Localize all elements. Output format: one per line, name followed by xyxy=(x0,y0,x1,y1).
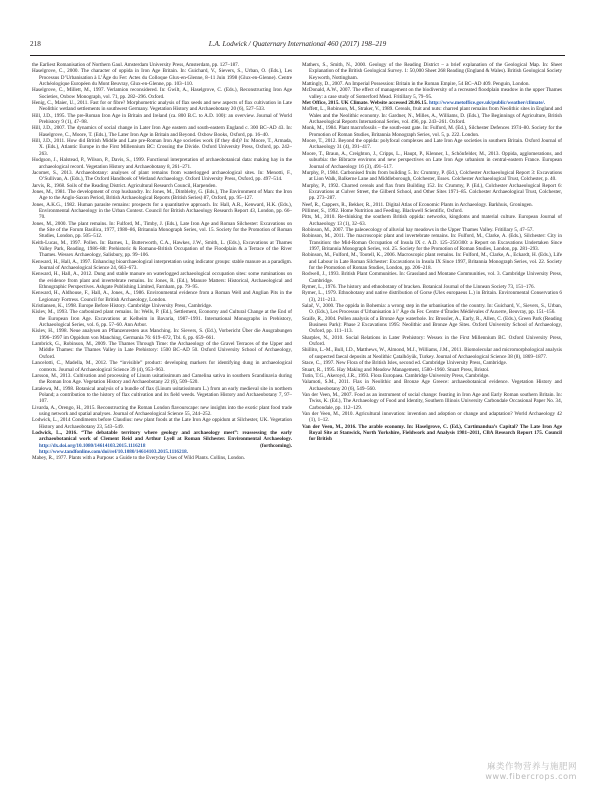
reference-entry xyxy=(32,138,292,157)
reference-entry xyxy=(32,259,292,272)
reference-entry xyxy=(32,309,292,328)
reference-entry xyxy=(32,189,292,202)
reference-entry xyxy=(302,151,562,170)
reference-text: Robinson, M., 2011. The macroscopic plant and invertebrate remains. In: Fulford, M., Clarke, A. (Eds.), Silchester: City in Transition: the Mid-Roman Occupation of Insula IX c. A.D. 125–250/300: a Report on Excavations Undertaken Since 1997, Britannia Monograph Series, vol. 25. Society for the Promotion of Roman Studies, London, pp. 281–293. xyxy=(302,233,562,252)
references-right-column xyxy=(302,62,562,443)
reference-entry xyxy=(32,417,292,430)
reference-text: Larsson, M., 2013. Cultivation and processing of Linum usitatissimum and Camelina sativa in southern Scandinavia during the Roman Iron Age. Vegetation History and Archaeobotany 22 (6), 509–520. xyxy=(32,372,292,386)
reference-entry xyxy=(302,290,562,303)
references-left-column xyxy=(32,62,292,462)
reference-link[interactable]: http://www.tandfonline.com/doi/ref/10.1080/14614103.2015.1116218. xyxy=(39,448,188,455)
reference-entry xyxy=(302,335,562,348)
reference-entry xyxy=(32,202,292,221)
reference-text: Kenward, H., Hall, A., 2012. Dung and stable manure on waterlogged archaeological occupation sites: some ruminations on the evidence from plant and invertebrate remains. In: Jones, R. (Ed.), Manure Matters: Historical, Archaeological and Ethnographic Perspectives. Ashgate Publishing Limited, Farnham, pp. 79–95. xyxy=(32,271,292,291)
reference-text: McDonald, A.W., 2007. The effect of management on the biodiversity of a recreated floodplain meadow in the upper Thames valley: a case study of Somerford Mead. Fritillary 5, 79–95. xyxy=(302,87,562,100)
reference-text: Murphy, P., 1992. Charred cereals and flax from Building 152. In: Crummy, P. (Ed.), Colchester Archaeological Report 6: Excavations at Culver Street, the Gilberd School, and Other Sites 1971–85. Colchester Archaeological Trust, Colchester, pp. 273–287. xyxy=(302,182,562,202)
reference-entry xyxy=(32,360,292,373)
reference-text: Hill, J.D., 1995. The pre-Roman Iron Age in Britain and Ireland (ca. 800 B.C. to A.D. 100): an overview. Journal of World Prehistory 9 (1), 47–98. xyxy=(32,112,292,126)
reference-entry xyxy=(32,386,292,405)
reference-text: Rymer, L., 1979. Ethnobotany and native distribution of Gorse (Ulex europaeus L.) in Britain. Environmental Conservation 6 (3), 211–213. xyxy=(302,290,562,303)
reference-text: Livarda, A., Orengo, H., 2015. Reconstructing the Roman London flavourscape: new insights into the exotic plant food trade using network and spatial analyses. Journal of Archaeological Science 55, 244–252. xyxy=(32,404,292,417)
reference-entry xyxy=(32,430,292,455)
reference-entry xyxy=(302,424,562,443)
reference-text: Lancelotti, C., Madella, M., 2012. The “invisible” product: developing markers for identifying dung in archaeological contexts. Journal of Archaeological Science 39 (4), 953–963. xyxy=(32,360,292,373)
reference-entry xyxy=(302,392,562,411)
reference-entry xyxy=(32,170,292,183)
reference-text: Lodwick, L., 2014 Condiments before Claudius: new plant foods at the Late Iron Age oppidum at Silchester, UK. Vegetation History and Archaeobotany 23, 543–549. xyxy=(32,417,292,430)
reference-text: Sharples, N., 2010. Social Relations in Later Prehistory: Wessex in the First Millennium BC. Oxford University Press, Oxford. xyxy=(302,334,562,348)
reference-text: Salač, V., 2000. The oppida in Bohemia: a wrong step in the urbanisation of the country. In: Guichard, V., Sievers, S., Urban, O. (Eds.), Les Processus d’Urbanisation à l’ Âge du Fer. Centre d’Études Médiévales d’Auxerre, Beuvray, pp. 151–156. xyxy=(302,303,562,316)
reference-entry xyxy=(32,455,292,461)
reference-text: Mabey, R., 1977. Plants with a Purpose: a Guide to the Everyday Uses of Wild Plants. Collins, London. xyxy=(32,455,245,462)
reference-entry xyxy=(302,252,562,271)
reference-entry xyxy=(32,68,292,87)
reference-entry xyxy=(302,170,562,183)
reference-link[interactable]: http://www.metoffice.gov.uk/public/weather/climate/. xyxy=(428,100,546,107)
reference-text: Kislev, M., 1993. The carbonized plant remains. In: Wells, P. (Ed.), Settlement, Economy and Cultural Change at the End of the European Iron Age. Excavations at Kelheim in Bavaria, 1987–1991. International Monographs in Prehistory, Archaeological Series, vol. 6, pp. 57–60. Ann Arbor. xyxy=(32,309,292,329)
reference-entry xyxy=(302,271,562,284)
page-number: 218 xyxy=(30,40,41,48)
reference-entry xyxy=(32,328,292,341)
reference-entry xyxy=(302,347,562,360)
reference-entry xyxy=(302,411,562,424)
reference-entry xyxy=(302,379,562,392)
reference-text: Van der Veen, M., 2016. The arable economy. In: Haselgrove, C. (Ed.), Cartimandua’s Capital? The Late Iron Age Royal Site at Stanwick, North Yorkshire, Fieldwork and Analysis 1981–2011, CBA Research Report 175. Council for British xyxy=(302,423,562,443)
page-header xyxy=(30,40,565,52)
reference-text: Neef, R., Cappers, R., Bekker, R., 2011. Digital Atlas of Economic Plants in Archaeology. Barkhuis, Groningen. xyxy=(302,201,533,208)
reference-text: Stuart, R., 1995. Hay Making and Meadow Management, 1580–1960. Stuart Press, Bristol. xyxy=(302,366,490,373)
reference-text: Hodgson, J., Halstead, P., Wilson, P., Davis, S., 1999. Functional interpretation of archaeobotanical data: making hay in the archaeological record. Vegetation History and Archaeobotany 8, 261–271. xyxy=(32,157,292,170)
reference-text: Monk, M., 1984. Plant macrofossils – the south-east gate. In: Fulford, M. (Ed.), Silchester Defences 1974–80. Society for the Promotion of Roman Studies, Britannia Monograph Series, vol. 5, p. 222. London. xyxy=(302,125,562,138)
reference-text: Pitts, M., 2010. Re-thinking the southern British oppida: networks, kingdoms and material culture. European Journal of Archaeology 13 (1), 32–63. xyxy=(302,214,562,227)
reference-text: Hill, J.D., 2011. How did British Middle and Late pre-Roman Iron Age societies work (if they did)? In: Moore, T., Armada, X. (Eds.), Atlantic Europe in the First Millennium BC: Crossing the Divide. Oxford University Press, Oxford, pp. 242–263. xyxy=(32,138,292,157)
watermark-url: www.fibercrops.com xyxy=(485,772,577,781)
reference-text: Haselgrove, C., 2000. The character of oppida in Iron Age Britain. In: Guichard, V., Sievers, S., Urban, O. (Eds.), Les Processus D’Urbanisation à L’Âge du Fer: Actes du Colloque Glux-en-Glenne, 8–11 Juin 1998 (Glux-en-Glenne). Centre Archéologique Européen du Mont Beuvray, Glux-en-Glenne, pp. 103–110. xyxy=(32,68,292,88)
reference-text: Moore, T., Braun, A., Creighton, J., Cripps, L., Haupt, P., Klenner, I., Schönfelder, M., 2013. Oppida, agglomerations, and suburbia: the Bibracte environs and new perspectives on Late Iron Age urbanism in central-eastern France. European Journal of Archaeology 16 (3), 491–517. xyxy=(302,150,562,170)
reference-text: Met Office, 2015. UK Climate. Website accessed 28.06.15. xyxy=(302,100,428,107)
reference-text: Jones, A.K.G., 1982. Human parasite remains: prospects for a quantitative approach. In: Hall, A.R., Kenward, H.K. (Eds.), Environmental Archaeology in the Urban Context. Council for British Archaeology Research Report 43, London, pp. 66–70. xyxy=(32,201,292,221)
reference-entry xyxy=(32,87,292,100)
reference-entry xyxy=(32,113,292,126)
reference-text: Tutin, T.G., Akeroyd, J.R., 1993. Flora Europaea. Cambridge University Press, Cambridge. xyxy=(302,372,490,379)
reference-entry xyxy=(302,214,562,227)
reference-entry xyxy=(302,316,562,335)
reference-text: Moore, T., 2012. Beyond the oppida: polyfocal complexes and Late Iron Age societies in southern Britain. Oxford Journal of Archaeology 31 (4), 391–417. xyxy=(302,138,562,151)
reference-text: Van der Veen, M., 2007. Food as an instrument of social change: feasting in Iron Age and Early Roman southern Britain. In: Twiss, K. (Ed.), The Archaeology of Food and Identity, Southern Illinois University Carbondale Occasional Paper No. 34, Carbondale, pp. 112–129. xyxy=(302,391,562,411)
reference-tail: (forthcoming). xyxy=(260,442,292,449)
reference-entry xyxy=(302,106,562,125)
header-rule xyxy=(30,55,565,56)
reference-entry xyxy=(302,233,562,252)
reference-text: Lambrick, G., Robinson, M., 2009. The Thames Through Time: the Archaeology of the Gravel Terraces of the Upper and Middle Thames: the Thames Valley in Late Prehistory: 1500 BC–AD 50. Oxford University School of Archaeology, Oxford. xyxy=(32,341,292,360)
reference-text: Jones, M., 2000. The plant remains. In: Fulford, M., Timby, J. (Eds.), Late Iron Age and Roman Silchester: Excavations on the Site of the Forum Basilica, 1977, 1980–86, Britannia Monograph Series, vol. 15. Society for the Promotion of Roman Studies, London, pp. 505–512. xyxy=(32,220,292,240)
reference-entry xyxy=(32,405,292,418)
reference-text: Keith-Lucas, M., 1997. Pollen. In: Barnes, I., Butterworth, C.A., Hawkes, J.W., Smith, L. (Eds.), Excavations at Thames Valley Park, Reading, 1986–88: Prehistoric & Romano-British Occupation of the Floodplain & a Terrace of the River Thames. Wessex Archaeology, Salisbury, pp. 99–106. xyxy=(32,239,292,259)
reference-text: Mathers, S., Smith, N., 2000. Geology of the Reading District – a brief explanation of the Geological Map. In: Sheet Explanation of the British Geological Survey. 1: 50,000 Sheet 268 Reading (England & Wales). British Geological Society Keyworth, Nottingham. xyxy=(302,62,562,81)
reference-text: Jones, M., 1981. The development of crop husbandry. In: Jones, M., Dimbleby, G. (Eds.), The Environment of Man: the Iron Age to the Anglo-Saxon Period, British Archaeological Reports (British Series) 87, Oxford, pp. 95–127. xyxy=(32,188,292,202)
reference-text: Van der Veen, M., 2010. Agricultural innovation: invention and adoption or change and adaptation? World Archaeology 42 (1), 1–12. xyxy=(302,410,562,424)
reference-entry xyxy=(32,125,292,138)
reference-text: Kenward, H., Aldhouse, F., Hall, A., Jones, A., 1986. Environmental evidence from a Roman Well and Anglian Pits in the Legionary Fortress. Council for British Archaeology, London. xyxy=(32,290,292,303)
reference-link[interactable]: http://dx.doi.org/10.1080/14614103.2015.1116218 xyxy=(39,442,146,449)
watermark xyxy=(485,762,577,782)
reference-entry xyxy=(302,87,562,100)
reference-text: Murphy, P., 1984. Carbonised fruits from building 5. In: Crummy, P. (Ed.), Colchester Archaeological Report 3: Excavations at Lion Walk, Balkerne Lane and Middleborough, Colchester, Essex. Colchester Archaeological Trust, Colchester, p. 40. xyxy=(302,169,562,183)
reference-text: Valamoti, S.M., 2011. Flax in Neolithic and Bronze Age Greece: archaeobotanical evidence. Vegetation History and Archaeobotany 20 (6), 549–560. xyxy=(302,379,562,392)
reference-text: Rymer, L., 1976. The history and ethnobotany of bracken. Botanical Journal of the Linnean Society 73, 151–176. xyxy=(302,284,535,291)
reference-text: Jacomet, S., 2013. Archaeobotany: analyses of plant remains from waterlogged archaeological sites. In: Menotti, F., O’Sullivan, A. (Eds.), The Oxford Handbook of Wetland Archaeology. Oxford University Press, Oxford, pp. 497–514. xyxy=(32,169,292,183)
reference-entry xyxy=(302,303,562,316)
reference-text: Jarvis, R., 1968. Soils of the Reading District. Agricultural Research Council, Harpenden. xyxy=(32,182,217,189)
reference-text: Robinson, M., Fulford, M., Tootell, K., 2006. Macroscopic plant remains. In: Fulford, M., Clarke, A., Eckardt, H. (Eds.), Life and Labour in Late Roman Silchester: Excavations in Insula IX Since 1997, Britannia Monograph Series, vol. 22. Society for the Promotion of Roman Studies, London, pp. 206–218. xyxy=(302,252,562,271)
reference-entry xyxy=(32,240,292,259)
reference-entry xyxy=(302,183,562,202)
reference-text: Lodwick, L., 2016. “The debatable territory where geology and archaeology meet”: reassessing the early archaeobotanical work of Clement Reid and Arthur Lyell at Roman Silchester. Environmental Archaeology. xyxy=(32,429,292,443)
reference-entry xyxy=(32,373,292,386)
reference-entry xyxy=(32,100,292,113)
reference-entry xyxy=(32,221,292,240)
watermark-chinese-text: 麻类作物营养与施肥网 xyxy=(486,762,577,772)
reference-text: Haselgrove, C., Millett, M., 1997. Verlamion reconsidered. In: Gwilt, A., Haselgrove, C. (Eds.), Reconstructing Iron Age Societies, Oxbow Monograph, vol. 71, pp. 282–296. Oxford. xyxy=(32,87,292,100)
reference-text: Rodwell, J., 1993. British Plant Communities. In: Grassland and Montane Communities, vol. 3. Cambridge University Press, Cambridge. xyxy=(302,271,562,284)
reference-text: Moffett, L., Robinson, M., Straker, V., 1989. Cereals, fruit and nuts: charred plant remains from Neolithic sites in England and Wales and the Neolithic economy. In: Gardner, N., Milles, A., Williams, D. (Eds.), The Beginnings of Agriculture, British Archaeological Reports International Series, vol. 496, pp. 243–261. Oxford. xyxy=(302,106,562,126)
reference-entry xyxy=(302,62,562,81)
reference-text: Pillimer, S., 1992. Home Nutrition and Feeding. Blackwell Scientific, Oxford. xyxy=(302,207,463,214)
reference-text: Henig, C., Maier, U., 2011. Fast for or fibre? Morphometric analysis of flax seeds and new aspects of flax cultivation in Late Neolithic wetland settlements in southwest Germany. Vegetation History and Archaeobotany 20 (6), 527–533. xyxy=(32,100,292,113)
reference-entry xyxy=(32,290,292,303)
reference-text: Shillito, L.-M., Bull, I.D., Matthews, W., Almond, M.J., Williams, J.M., 2011. Biomolecular and micromorphological analysis of suspected faecal deposits at Neolithic Çatalhöyük, Turkey. Journal of Archaeological Science 38 (8), 1869–1877. xyxy=(302,347,562,360)
reference-text: the Earliest Romanisation of Northern Gaul. Amsterdam University Press, Amsterdam, pp. 127–187. xyxy=(32,62,240,68)
reference-entry xyxy=(302,125,562,138)
reference-text: Hill, J.D., 2007. The dynamics of social change in Later Iron Age eastern and south-eastern England c. 300 BC–AD 43. In: Haselgrove, C., Moore, T. (Eds.), The Later Iron Age in Britain and Beyond. Oxbow Books, Oxford, pp. 16–40. xyxy=(32,125,292,138)
reference-text: Kislev, H., 1998. Neue analysen an Pflanzenresten aus Manching. In: Sievers, S. (Ed.), Vorbericht Über die Ausgrabungen 1996–1997 im Oppidum von Manching, Germania 76: 619–672, Tbl. 6, pp. 659–661. xyxy=(32,328,292,341)
journal-running-title: L.A. Lodwick / Quaternary International 460 (2017) 198–219 xyxy=(208,40,387,48)
reference-text: Scaife, R., 2004. Pollen analysis of a Bronze Age waterhole. In: Brossler, A., Early, R., Allen, C. (Eds.), Green Park (Reading Business Park): Phase 2 Excavations 1995: Neolithic and Bronze Age Sites. Oxford University School of Archaeology, Oxford, pp. 111–113. xyxy=(302,315,562,335)
reference-entry xyxy=(32,271,292,290)
reference-text: Latałowa, M., 1998. Botanical analysis of a bundle of flax (Linum usitatissimum L.) from an early medieval site in northern Poland; a contribution to the history of flax cultivation and its field weeds. Vegetation History and Archaeobotany 7, 97–107. xyxy=(32,385,292,405)
reference-text: Kristiansen, K., 1998. Europe Before History. Cambridge University Press, Cambridge. xyxy=(32,303,213,310)
reference-entry xyxy=(32,341,292,360)
reference-text: Stace, C., 1997. New Flora of the British Isles, second ed. Cambridge University Press, Cambridge. xyxy=(302,360,508,367)
reference-text: Kenward, H., Hall, A., 1997. Enhancing bioarchaeological interpretation using indicator groups: stable manure as a paradigm. Journal of Archaeological Science 24, 663–673. xyxy=(32,258,292,271)
reference-entry xyxy=(302,138,562,151)
reference-text: Mattingly, D., 2007. An Imperial Possession: Britain in the Roman Empire, 54 BC–AD 409. Penguin, London. xyxy=(302,81,530,88)
reference-entry xyxy=(32,157,292,170)
reference-text: Robinson, M., 2007. The paleoecology of alluvial hay meadows in the Upper Thames Valley. Fritillary 5, 47–57. xyxy=(302,226,534,233)
